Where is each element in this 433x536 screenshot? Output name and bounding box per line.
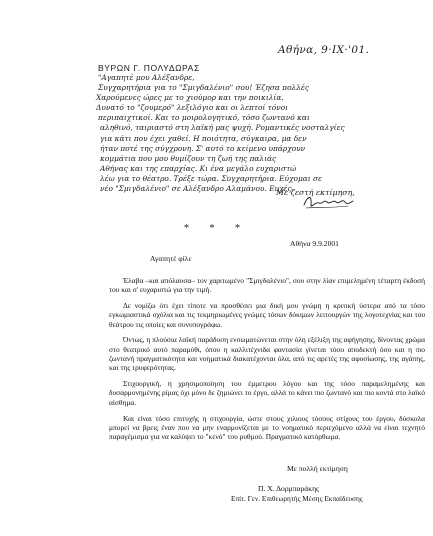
signer-name: Π. Χ. Δορμπαράκης — [258, 484, 320, 493]
letter-closing: Με πολλή εκτίμηση — [287, 464, 348, 473]
handwritten-line: ήταν ποτέ της σύγχρονη. Σ' αυτό το κείμενο υπάρχουν — [100, 143, 306, 153]
letter-paragraph: Όντως, η πλούσια λαϊκή παράδοση ενσωματώνεται στην όλη εξέλιξη της αφήγησης, δίνοντας χρώμα στο θεατρικό αυτό παραμύθι, όπου η καλλιτέχνιδα φαντασία γίνεται τόσο αποδεκτή όσο και η πιο ζωντανή πραγματικότητα και νοηματικά διακατέχονται όλα, από τις αρετές της αφοσίωσης, της αγάπης, και της τρυφερότητας. — [109, 335, 425, 373]
letter-paragraph: Δε νομίζω ότι έχει τίποτε να προσθέσει μια δική μου γνώμη η κριτική ύστερα από τα τόσο εγκωμιαστικά σχόλια και τις τεκμηριωμένες γνώμες τόσων δόκιμων λειτουργών της λογοτεχνίας και του θεάτρου τις οποίες και συνυπογράφω. — [109, 301, 425, 329]
handwritten-line: λέω για το θέατρο. Τρέξε τώρα. Συγχαρητήρια. Εύχομαι σε — [100, 173, 323, 183]
handwritten-line: Συγχαρητήρια για το "Σμιγδαλένιο" σου! Έζησα πολλές — [98, 83, 309, 93]
letter-paragraph: Έλαβα –και απόλαυσα– τον χαριτωμένο "Σμιγδαλένιο", σου στην λίαν επιμελημένη τέταρτη έκδοσή του και σ' ευχαριστώ για την τιμή. — [109, 276, 425, 295]
handwritten-body — [96, 73, 354, 194]
handwritten-line: για κάτι που έχει χαθεί. Η ποιότητα, σύγκαιρα, μα δεν — [100, 133, 307, 143]
letter-paragraph: Και είναι τόσο επιτυχής η στιχουργία, ώστε στους χιλιους τόσους στίχους του έργου, δύσκολα μπορεί να βρεις έναν που να μην εναρμονίζεται με το νοηματικό περιεχόμενο αλλά να είναι τεχνητό παραγέμισμα για να καλύψει το "κενό" του ρυθμού. Πραγματικό κατόρθωμα. — [109, 413, 425, 442]
handwritten-signature — [302, 193, 354, 211]
handwritten-line: "Αγαπητέ μου Αλέξανδρε, — [98, 73, 195, 82]
handwritten-line: κομμάτια που μου θυμίζουν τη ζωή της παλιάς — [100, 153, 277, 163]
section-divider-ornament: * * * — [184, 223, 249, 234]
handwritten-line: αληθινό, ταιριαστό στη λαϊκή μας ψυχή. Ρομαντικές νοσταλγίες — [100, 123, 345, 133]
letter-body — [109, 276, 425, 448]
handwritten-line: Χαρούμενες ώρες με το χιούμορ και την ποικιλία. — [96, 93, 284, 103]
handwritten-line: περιπαιχτικοί. Και το μοιρολογητικό, τόσο ζωντανό και — [98, 113, 310, 123]
letter-date: Αθήνα 9.9.2001 — [290, 239, 339, 248]
handwritten-line: Αθήνας και της επαρχίας. Κι ένα μεγάλο ευχαριστώ — [100, 163, 297, 173]
handwritten-note — [0, 0, 433, 215]
handwritten-line: Δυνατό το "ζουμερό" λεξιλόγιο και οι λεπτοί τόνοι — [96, 103, 289, 113]
letter-paragraph: Στιχουργική, η χρησιμοποίηση του έμμετρου λόγου και της τόσο παραμελημένης και δυσαρμονημένης ρίμας όχι μόνο δε ζημιώνει το έργο, αλλά το κάνει πιο ζωντανό και πιο κοντά στο λαϊκό αίσθημα. — [109, 379, 425, 407]
handwritten-closing: Με ζεστή εκτίμηση, — [276, 188, 355, 197]
handwritten-line: νέο "Σμιγδαλένιο" σε Αλέξανδρο Αλαμάνου. Ευχές. — [100, 184, 294, 194]
handwritten-date: Αθήνα, 9·IX·'01. — [278, 44, 370, 56]
recipient-name: ΒΥΡΩΝ Γ. ΠΟΛΥΔΩΡΑΣ — [98, 63, 200, 73]
letter-salutation: Αγαπητέ φίλε — [150, 254, 192, 263]
signer-title: Επίτ. Γεν. Επιθεωρητής Μέσης Εκπαίδευσης — [231, 494, 363, 503]
